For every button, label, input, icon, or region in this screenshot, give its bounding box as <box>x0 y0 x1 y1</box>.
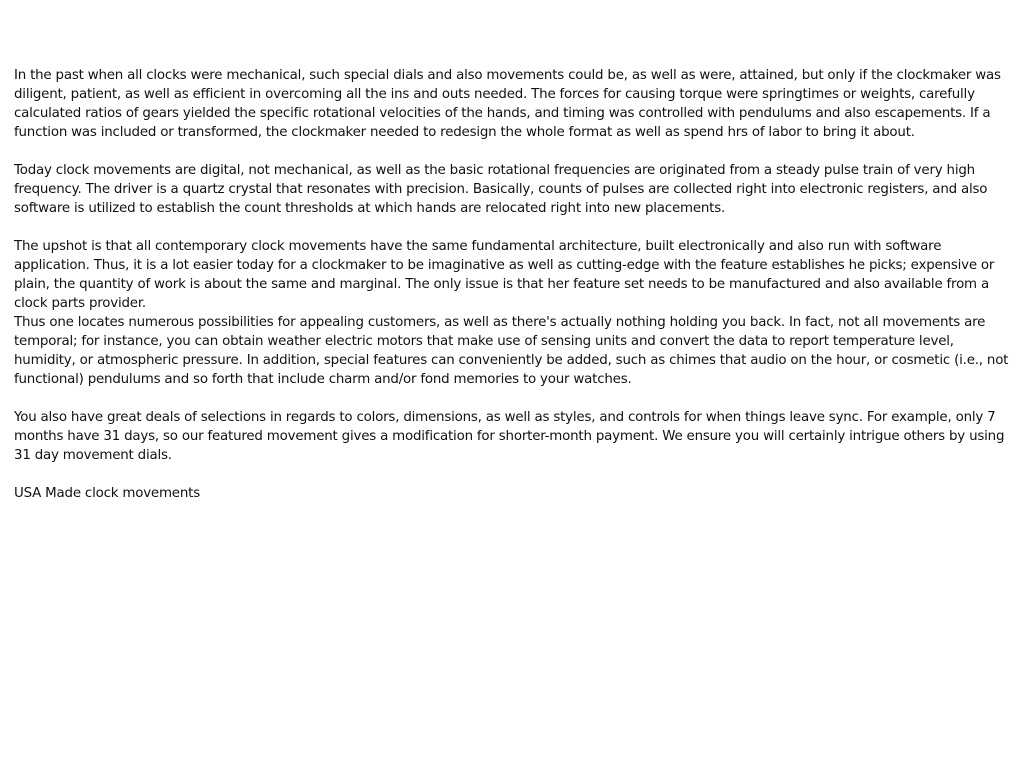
paragraph-upshot-and-possibilities: The upshot is that all contemporary clock movements have the same fundamental architecture, built electronically and also run with software application. Thus, it is a lot easier today for a clockmaker to be imaginative as well as cutting-edge with the feature establishes he picks; expensive or plain, the quantity of work is about the same and marginal. The only issue is that her feature set needs to be manufactured and also available from a clock parts provider. Thus one locates numerous possibilities for appealing customers, as well as there's actually nothing holding you back. In fact, not all movements are temporal; for instance, you can obtain weather electric motors that make use of sensing units and convert the data to report temperature level, humidity, or atmospheric pressure. In addition, special features can conveniently be added, such as chimes that audio on the hour, or cosmetic (i.e., not functional) pendulums and so forth that include charm and/or fond memories to your watches. <box>14 239 1009 387</box>
paragraph-selections: You also have great deals of selections in regards to colors, dimensions, as well as styles, and controls for when things leave sync. For example, only 7 months have 31 days, so our featured movement gives a modification for shorter-month payment. We ensure you will certainly intrigue others by using 31 day movement dials. <box>14 410 1005 463</box>
usa-made-clock-movements-link[interactable]: USA Made clock movements <box>14 486 200 501</box>
paragraph-mechanical-history: In the past when all clocks were mechanical, such special dials and also movements could be, as well as were, attained, but only if the clockmaker was diligent, patient, as well as efficient in overcoming all the ins and outs needed. The forces for causing torque were springtimes or weights, carefully calculated ratios of gears yielded the specific rotational velocities of the hands, and timing was controlled with pendulums and also escapements. If a function was included or transformed, the clockmaker needed to redesign the whole format as well as spend hrs of labor to bring it about. <box>14 68 1001 140</box>
article-body <box>14 66 1014 503</box>
paragraph-digital-movements: Today clock movements are digital, not mechanical, as well as the basic rotational frequencies are originated from a steady pulse train of very high frequency. The driver is a quartz crystal that resonates with precision. Basically, counts of pulses are collected right into electronic registers, and also software is utilized to establish the count thresholds at which hands are relocated right into new placements. <box>14 163 988 216</box>
